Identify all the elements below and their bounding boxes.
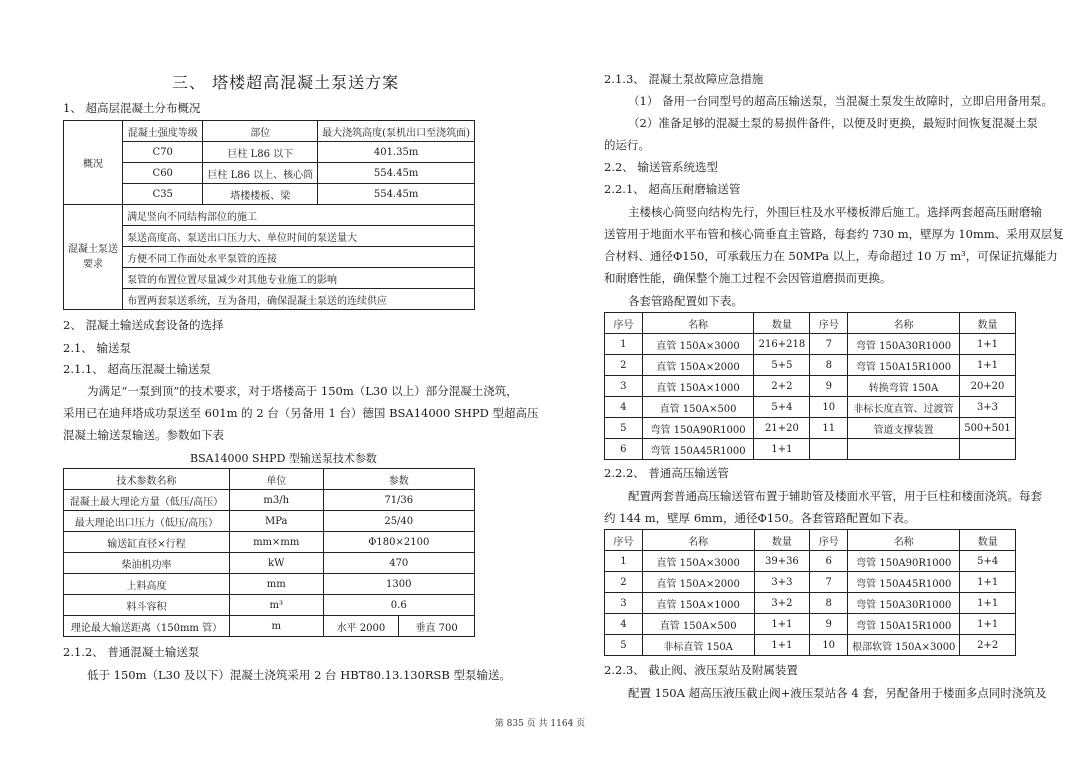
requirement: 满足竖向不同结构部位的施工	[123, 205, 475, 226]
paragraph: 采用已在迪拜塔成功泵送至 601m 的 2 台（另备用 1 台）德国 BSA14000 SHPD 型超高压	[63, 406, 539, 420]
cell: 1+1	[960, 614, 1016, 635]
group-label-requirements	[64, 205, 123, 310]
cell: 1+1	[959, 334, 1015, 355]
group-label-a: 混凝土泵送	[68, 244, 119, 255]
col-header: 序号	[605, 530, 643, 551]
paragraph: 配置 150A 超高压液压截止阀+液压泵站各 4 套，另配备用于楼面多点同时浇筑及	[628, 686, 1047, 700]
cell: 直管 150A×500	[642, 614, 754, 635]
cell: kW	[229, 553, 323, 574]
col-header: 参数	[323, 469, 475, 490]
requirement: 方便不同工作面处水平泵管的连接	[123, 247, 475, 268]
col-header: 技术参数名称	[64, 469, 230, 490]
cell: 6	[605, 439, 643, 460]
cell: 弯管 150A45R1000	[848, 572, 960, 593]
cell: 10	[810, 397, 848, 418]
heading-2-1-1: 2.1.1、 超高压混凝土输送泵	[63, 362, 211, 376]
cell: 5+4	[754, 397, 810, 418]
pump-params-table	[63, 468, 475, 637]
cell: 10	[810, 635, 848, 656]
cell: 1	[605, 551, 643, 572]
col-header: 序号	[810, 530, 848, 551]
cell: 4	[605, 397, 643, 418]
cell: 3+2	[754, 593, 810, 614]
cell: 2+2	[960, 635, 1016, 656]
cell: 8	[810, 593, 848, 614]
cell: 39+36	[754, 551, 810, 572]
cell: 71/36	[323, 490, 475, 511]
cell: 7	[810, 334, 848, 355]
paragraph: 低于 150m（L30 及以下）混凝土浇筑采用 2 台 HBT80.13.130RSB 型泵输送。	[87, 668, 512, 682]
cell: 弯管 150A90R1000	[642, 418, 754, 439]
distribution-table	[63, 120, 475, 310]
requirement: 泵管的布置位置尽量减少对其他专业施工的影响	[123, 268, 475, 289]
paragraph: 为满足“一泵到顶”的技术要求，对于塔楼高于 150m（L30 以上）部分混凝土浇筑，	[87, 384, 518, 398]
cell: MPa	[229, 511, 323, 532]
col-header: 序号	[605, 313, 643, 334]
cell: 2+2	[754, 376, 810, 397]
col-header: 数量	[754, 530, 810, 551]
col-header: 部位	[203, 121, 318, 142]
col-header: 数量	[959, 313, 1015, 334]
paragraph: 和耐磨性能，确保整个施工过程不会因管道磨损而更换。	[604, 271, 892, 285]
cell: 直管 150A×2000	[642, 355, 754, 376]
cell: 5+4	[960, 551, 1016, 572]
cell: 3	[605, 376, 643, 397]
cell: 20+20	[959, 376, 1015, 397]
heading-1: 1、 超高层混凝土分布概况	[63, 101, 201, 115]
cell: 非标直管 150A	[642, 635, 754, 656]
cell: 直管 150A×3000	[642, 551, 754, 572]
cell: 根部软管 150A×3000	[848, 635, 960, 656]
cell: 弯管 150A45R1000	[642, 439, 754, 460]
cell: 5	[605, 418, 643, 439]
paragraph: 配置两套普通高压输送管布置于辅助管及楼面水平管，用于巨柱和楼面浇筑。每套	[628, 489, 1042, 503]
heading-2-1-3: 2.1.3、 混凝土泵故障应急措施	[604, 72, 764, 86]
group-label-overview: 概况	[64, 121, 123, 205]
cell: m³	[229, 595, 323, 616]
heading-2-2-3: 2.2.3、 截止阀、液压泵站及附属装置	[604, 663, 798, 677]
cell: 直管 150A×3000	[642, 334, 754, 355]
requirement: 泵送高度高、泵送出口压力大、单位时间的泵送量大	[123, 226, 475, 247]
cell	[959, 439, 1015, 460]
cell: 9	[810, 614, 848, 635]
cell: 0.6	[323, 595, 475, 616]
cell: 直管 150A×500	[642, 397, 754, 418]
cell: 470	[323, 553, 475, 574]
col-header: 名称	[642, 530, 754, 551]
cell: 直管 150A×2000	[642, 572, 754, 593]
cell: 柴油机功率	[64, 553, 230, 574]
cell: 1300	[323, 574, 475, 595]
group-label-b: 要求	[83, 259, 104, 270]
wear-pipe-table	[604, 312, 1016, 460]
cell	[848, 439, 960, 460]
col-header: 数量	[960, 530, 1016, 551]
cell	[810, 439, 848, 460]
col-header: 最大浇筑高度(泵机出口至浇筑面)	[318, 121, 475, 142]
cell: mm	[229, 574, 323, 595]
col-header: 序号	[810, 313, 848, 334]
cell: 1+1	[754, 439, 810, 460]
cell: 非标长度直管、过渡管	[848, 397, 960, 418]
cell: 1+1	[959, 355, 1015, 376]
col-header: 名称	[848, 530, 960, 551]
heading-2: 2、 混凝土输送成套设备的选择	[63, 318, 224, 332]
cell: 塔楼楼板、梁	[203, 184, 318, 205]
cell: 9	[810, 376, 848, 397]
cell: m	[229, 616, 323, 637]
heading-2-2-2: 2.2.2、 普通高压输送管	[604, 466, 729, 480]
cell: 500+501	[959, 418, 1015, 439]
cell: 554.45m	[318, 184, 475, 205]
paragraph: 的运行。	[604, 138, 650, 152]
paragraph: 约 144 m，壁厚 6mm，通径Φ150。各套管路配置如下表。	[604, 511, 916, 525]
col-header: 单位	[229, 469, 323, 490]
cell: C35	[123, 184, 203, 205]
cell: 直管 150A×1000	[642, 593, 754, 614]
cell: 转换弯管 150A	[848, 376, 960, 397]
paragraph: 合材料、通径Φ150，可承载压力在 50MPa 以上，寿命超过 10 万 m³，可保证抗爆能力	[604, 249, 1058, 263]
cell: 上料高度	[64, 574, 230, 595]
cell: 11	[810, 418, 848, 439]
cell: 2	[605, 355, 643, 376]
paragraph: 主楼核心筒竖向结构先行，外围巨柱及水平楼板滞后施工。选择两套超高压耐磨输	[628, 205, 1042, 219]
cell: 3+3	[754, 572, 810, 593]
cell: 554.45m	[318, 163, 475, 184]
paragraph: 各套管路配置如下表。	[628, 294, 743, 308]
cell: m3/h	[229, 490, 323, 511]
cell: 4	[605, 614, 643, 635]
cell: 垂直 700	[399, 616, 475, 637]
cell: 弯管 150A30R1000	[848, 334, 960, 355]
cell: 最大理论出口压力（低压/高压）	[64, 511, 230, 532]
cell: 25/40	[323, 511, 475, 532]
cell: 弯管 150A90R1000	[848, 551, 960, 572]
cell: 8	[810, 355, 848, 376]
cell: 混凝土最大理论方量（低压/高压）	[64, 490, 230, 511]
cell: mm×mm	[229, 532, 323, 553]
cell: 1+1	[754, 614, 810, 635]
cell: 401.35m	[318, 142, 475, 163]
cell: 巨柱 L86 以下	[203, 142, 318, 163]
cell: 3+3	[959, 397, 1015, 418]
paragraph: 混凝土输送泵输送。参数如下表	[63, 428, 224, 442]
cell: 弯管 150A15R1000	[848, 614, 960, 635]
col-header: 混凝土强度等级	[123, 121, 203, 142]
cell: 6	[810, 551, 848, 572]
heading-2-1-2: 2.1.2、 普通混凝土输送泵	[63, 645, 200, 659]
table-caption: BSA14000 SHPD 型输送泵技术参数	[190, 452, 377, 465]
col-header: 名称	[848, 313, 960, 334]
heading-2-2-1: 2.2.1、 超高压耐磨输送管	[604, 182, 741, 196]
cell: 1	[605, 334, 643, 355]
cell: 7	[810, 572, 848, 593]
cell: Φ180×2100	[323, 532, 475, 553]
col-header: 名称	[642, 313, 754, 334]
paragraph: （2）准备足够的混凝土泵的易损件备件，以便及时更换，最短时间恢复混凝土泵	[628, 116, 1038, 130]
cell: 弯管 150A15R1000	[848, 355, 960, 376]
cell: 输送缸直径×行程	[64, 532, 230, 553]
cell: 3	[605, 593, 643, 614]
cell: 2	[605, 572, 643, 593]
cell: C60	[123, 163, 203, 184]
page-footer: 第 835 页 共 1164 页	[494, 719, 586, 729]
cell: 216+218	[754, 334, 810, 355]
normal-pipe-table	[604, 529, 1016, 656]
paragraph: （1） 备用一台同型号的超高压输送泵，当混凝土泵发生故障时，立即启用备用泵。	[628, 94, 1053, 108]
heading-2-1: 2.1、 输送泵	[63, 341, 131, 355]
cell: 管道支撑装置	[848, 418, 960, 439]
cell: 弯管 150A30R1000	[848, 593, 960, 614]
cell: 巨柱 L86 以上、核心筒	[203, 163, 318, 184]
cell: 1+1	[960, 572, 1016, 593]
cell: 1+1	[754, 635, 810, 656]
cell: 21+20	[754, 418, 810, 439]
cell: 水平 2000	[323, 616, 399, 637]
heading-2-2: 2.2、 输送管系统选型	[604, 160, 718, 174]
requirement: 布置两套泵送系统，互为备用，确保混凝土泵送的连续供应	[123, 289, 475, 310]
cell: 5+5	[754, 355, 810, 376]
paragraph: 送管用于地面水平布管和核心筒垂直主管路，每套约 730 m，壁厚为 10mm、采用双层复	[604, 227, 1064, 241]
cell: 5	[605, 635, 643, 656]
cell: 1+1	[960, 593, 1016, 614]
cell: C70	[123, 142, 203, 163]
section-title: 三、 塔楼超高混凝土泵送方案	[172, 73, 400, 92]
col-header: 数量	[754, 313, 810, 334]
cell: 料斗容积	[64, 595, 230, 616]
cell: 理论最大输送距离（150mm 管）	[64, 616, 230, 637]
cell: 直管 150A×1000	[642, 376, 754, 397]
